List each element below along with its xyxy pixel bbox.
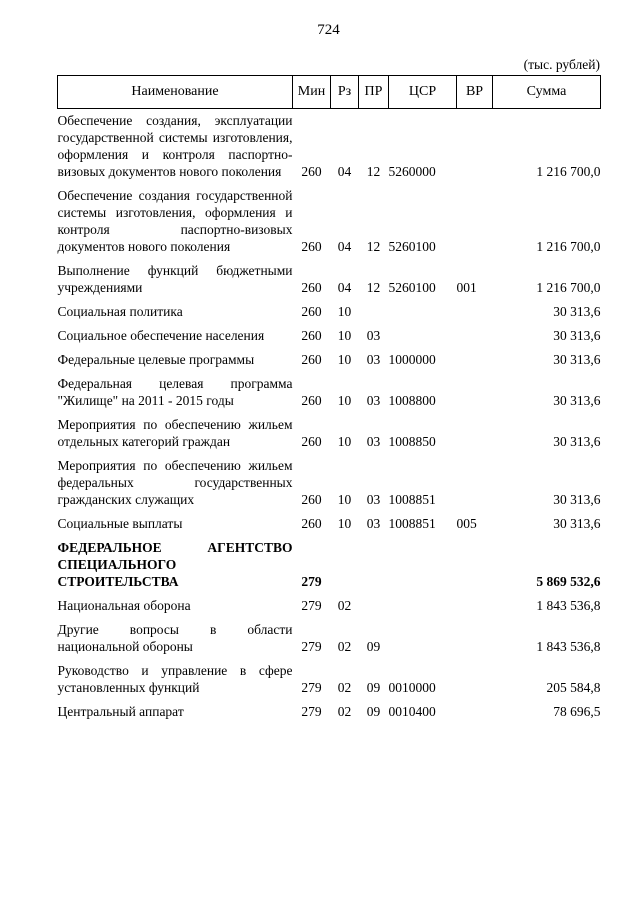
- column-header: Наименование: [58, 76, 293, 109]
- cell-rz: 04: [337, 239, 352, 254]
- cell-name: Федеральная целевая программа "Жилище" на 2011 - 2015 годы: [57, 376, 293, 408]
- cell-vr: [457, 348, 493, 372]
- table-row: [58, 413, 601, 454]
- cell-name: Обеспечение создания, эксплуатации государственной системы изготовления, оформления и контроля паспортно-визовых документов нового поколения: [57, 113, 293, 179]
- table-body: [58, 109, 601, 725]
- cell-rz: 04: [337, 164, 352, 179]
- cell-sum: 30 313,6: [553, 352, 601, 367]
- cell-sum: 1 843 536,8: [536, 639, 601, 654]
- cell-name: Социальное обеспечение населения: [57, 328, 265, 343]
- cell-min: 260: [301, 516, 322, 531]
- table-row: [58, 512, 601, 536]
- cell-name: Федеральные целевые программы: [57, 352, 255, 367]
- cell-rz: 02: [337, 704, 352, 719]
- cell-pr: 03: [366, 434, 381, 449]
- table-row: [58, 454, 601, 512]
- cell-rz: 10: [337, 492, 352, 507]
- cell-csr: 5260000: [388, 164, 436, 179]
- cell-name: Мероприятия по обеспечению жильем отдельных категорий граждан: [57, 417, 293, 449]
- table-row: [58, 324, 601, 348]
- cell-name: Выполнение функций бюджетными учреждениями: [57, 263, 293, 295]
- cell-pr: 03: [366, 352, 381, 367]
- cell-sum: 1 216 700,0: [536, 280, 601, 295]
- cell-csr: [389, 536, 457, 594]
- cell-min: 279: [301, 704, 322, 719]
- cell-pr: 03: [366, 328, 381, 343]
- cell-pr: 09: [366, 704, 381, 719]
- cell-min: 279: [301, 598, 322, 613]
- cell-min: 260: [301, 164, 322, 179]
- cell-csr: 1008800: [388, 393, 436, 408]
- cell-csr: 1000000: [388, 352, 436, 367]
- cell-pr: 12: [366, 239, 381, 254]
- cell-min: 260: [301, 280, 322, 295]
- cell-vr: [457, 700, 493, 724]
- cell-sum: 205 584,8: [546, 680, 601, 695]
- table-header-row: [58, 76, 601, 109]
- budget-table: [57, 75, 601, 724]
- table-row: [58, 618, 601, 659]
- cell-vr: [457, 594, 493, 618]
- cell-csr: 5260100: [388, 239, 436, 254]
- cell-min: 260: [301, 492, 322, 507]
- cell-sum: 78 696,5: [553, 704, 601, 719]
- table-row: [58, 259, 601, 300]
- cell-name: Другие вопросы в области национальной обороны: [57, 622, 293, 654]
- table-row: [58, 109, 601, 185]
- cell-name: Мероприятия по обеспечению жильем федеральных государственных гражданских служащих: [57, 458, 293, 507]
- cell-sum: 1 843 536,8: [536, 598, 601, 613]
- cell-sum: 30 313,6: [553, 304, 601, 319]
- table-row: [58, 659, 601, 700]
- cell-min: 260: [301, 352, 322, 367]
- cell-vr: [457, 413, 493, 454]
- column-header: ВР: [457, 76, 493, 109]
- cell-pr: 12: [366, 164, 381, 179]
- table-row: [58, 594, 601, 618]
- cell-csr: 1008851: [388, 492, 436, 507]
- cell-pr: 03: [366, 393, 381, 408]
- cell-csr: [389, 618, 457, 659]
- cell-pr: 03: [366, 492, 381, 507]
- cell-csr: 5260100: [388, 280, 436, 295]
- cell-name: ФЕДЕРАЛЬНОЕ АГЕНТСТВО СПЕЦИАЛЬНОГО СТРОИТЕЛЬСТВА: [57, 540, 293, 589]
- table-row: [58, 348, 601, 372]
- cell-pr: [359, 594, 389, 618]
- units-note: (тыс. рублей): [523, 57, 600, 72]
- cell-sum: 1 216 700,0: [536, 164, 601, 179]
- cell-pr: 09: [366, 680, 381, 695]
- table-row: [58, 372, 601, 413]
- cell-csr: [389, 300, 457, 324]
- cell-rz: 10: [337, 352, 352, 367]
- cell-pr: [359, 300, 389, 324]
- table-row: [58, 300, 601, 324]
- cell-vr: [457, 536, 493, 594]
- cell-rz: [331, 536, 359, 594]
- cell-min: 279: [301, 639, 322, 654]
- cell-pr: 09: [366, 639, 381, 654]
- cell-vr: [457, 372, 493, 413]
- cell-rz: 02: [337, 680, 352, 695]
- cell-min: 260: [301, 304, 322, 319]
- cell-pr: [359, 536, 389, 594]
- cell-name: Национальная оборона: [57, 598, 191, 613]
- cell-name: Центральный аппарат: [57, 704, 184, 719]
- table-row: [58, 700, 601, 724]
- cell-vr: [457, 324, 493, 348]
- cell-rz: 02: [337, 639, 352, 654]
- table-row: [58, 184, 601, 259]
- cell-rz: 10: [337, 304, 352, 319]
- cell-min: 260: [301, 239, 322, 254]
- page-number: 724: [317, 22, 340, 38]
- cell-min: 260: [301, 328, 322, 343]
- cell-rz: 10: [337, 516, 352, 531]
- cell-rz: 02: [337, 598, 352, 613]
- cell-pr: 12: [366, 280, 381, 295]
- cell-sum: 5 869 532,6: [536, 574, 601, 589]
- cell-min: 279: [301, 680, 322, 695]
- cell-vr: [457, 109, 493, 185]
- cell-sum: 30 313,6: [553, 434, 601, 449]
- cell-vr: [457, 659, 493, 700]
- cell-csr: [389, 594, 457, 618]
- cell-name: Руководство и управление в сфере установленных функций: [57, 663, 293, 695]
- cell-csr: 0010000: [388, 680, 436, 695]
- cell-min: 260: [301, 434, 322, 449]
- cell-csr: 0010400: [388, 704, 436, 719]
- cell-sum: 1 216 700,0: [536, 239, 601, 254]
- cell-csr: 1008850: [388, 434, 436, 449]
- cell-sum: 30 313,6: [553, 516, 601, 531]
- cell-min: 279: [301, 574, 322, 589]
- cell-rz: 10: [337, 393, 352, 408]
- cell-sum: 30 313,6: [553, 328, 601, 343]
- cell-name: Социальные выплаты: [57, 516, 183, 531]
- cell-vr: [457, 454, 493, 512]
- cell-name: Социальная политика: [57, 304, 183, 319]
- cell-pr: 03: [366, 516, 381, 531]
- column-header: Сумма: [493, 76, 601, 109]
- cell-name: Обеспечение создания государственной системы изготовления, оформления и контроля паспортно-визовых документов нового поколения: [57, 188, 293, 254]
- cell-rz: 10: [337, 328, 352, 343]
- column-header: Мин: [293, 76, 331, 109]
- cell-rz: 10: [337, 434, 352, 449]
- table-header: [58, 76, 601, 109]
- cell-csr: [389, 324, 457, 348]
- cell-sum: 30 313,6: [553, 393, 601, 408]
- cell-min: 260: [301, 393, 322, 408]
- cell-vr: 001: [456, 280, 477, 295]
- column-header: ЦСР: [389, 76, 457, 109]
- cell-csr: 1008851: [388, 516, 436, 531]
- column-header: Рз: [331, 76, 359, 109]
- cell-vr: [457, 184, 493, 259]
- cell-rz: 04: [337, 280, 352, 295]
- cell-sum: 30 313,6: [553, 492, 601, 507]
- cell-vr: [457, 618, 493, 659]
- table-row: [58, 536, 601, 594]
- column-header: ПР: [359, 76, 389, 109]
- cell-vr: [457, 300, 493, 324]
- cell-vr: 005: [456, 516, 477, 531]
